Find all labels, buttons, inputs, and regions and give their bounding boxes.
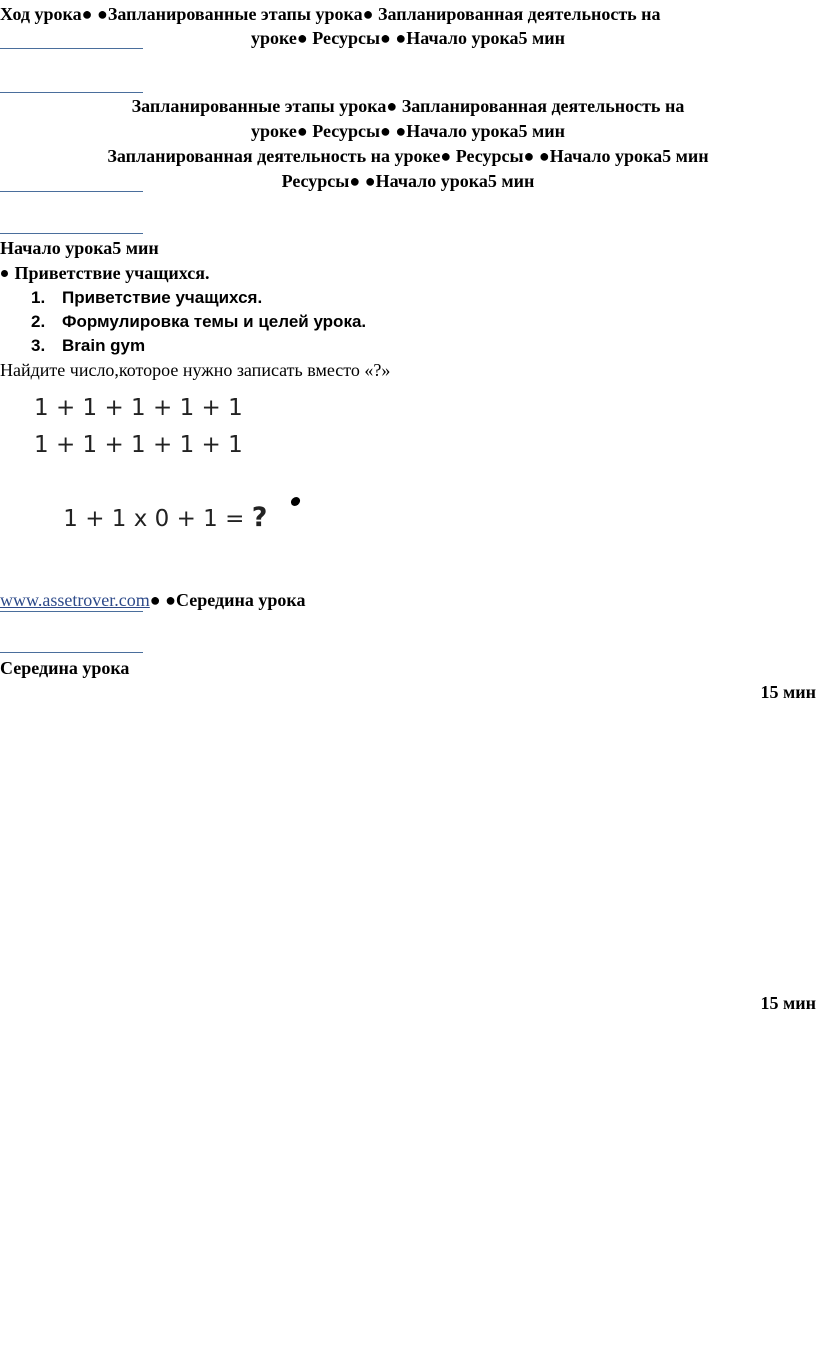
- subheader-line-1: Запланированные этапы урока● Запланированная деятельность на: [131, 96, 685, 116]
- puzzle-line-2: 1 + 1 + 1 + 1 + 1: [34, 432, 243, 458]
- duration-label-2: 15 мин: [760, 993, 816, 1013]
- puzzle-expression: 1 + 1 x 0 + 1 =: [63, 506, 252, 532]
- list-item: [0, 334, 600, 358]
- link-line-trailing-text: ● ●Середина урока: [149, 590, 306, 610]
- middle-section-title: Середина урока: [0, 658, 130, 678]
- list-item-number: 1.: [31, 288, 46, 307]
- list-item: [0, 286, 600, 310]
- separator-rule: [0, 611, 143, 612]
- separator-rule: [0, 191, 143, 192]
- start-section-title: Начало урока5 мин: [0, 238, 159, 258]
- subheader-line-2: уроке● Ресурсы● ●Начало урока5 мин: [250, 121, 566, 141]
- website-link[interactable]: www.assetrover.com: [0, 590, 150, 610]
- link-line: [0, 588, 305, 612]
- steps-list: [0, 286, 600, 358]
- question-mark: ?: [251, 502, 268, 533]
- separator-rule: [0, 48, 143, 49]
- list-item-number: 2.: [31, 312, 46, 331]
- subheader-line-4: Ресурсы● ●Начало урока5 мин: [281, 171, 535, 191]
- header-line-1: Ход урока● ●Запланированные этапы урока● Запланированная деятельность на: [0, 4, 661, 24]
- subheader-line-3: Запланированная деятельность на уроке● Ресурсы● ●Начало урока5 мин: [107, 146, 709, 166]
- separator-rule: [0, 233, 143, 234]
- task-instruction: Найдите число,которое нужно записать вместо «?»: [0, 360, 391, 380]
- puzzle-line-1: 1 + 1 + 1 + 1 + 1: [34, 395, 243, 421]
- period-mark: [290, 497, 301, 506]
- list-item: [0, 310, 600, 334]
- list-item-number: 3.: [31, 336, 46, 355]
- list-item-text: Приветствие учащихся.: [62, 288, 263, 307]
- bullet-icon: [1, 270, 8, 277]
- math-puzzle-image: [14, 384, 290, 533]
- list-item-text: Формулировка темы и целей урока.: [62, 312, 367, 331]
- puzzle-line-3: [34, 473, 267, 564]
- bullet-text: Приветствие учащихся.: [14, 263, 210, 283]
- list-item-text: Brain gym: [62, 336, 146, 355]
- separator-rule: [0, 92, 143, 93]
- start-section-bullet: [0, 261, 210, 285]
- header-line-2: уроке● Ресурсы● ●Начало урока5 мин: [250, 28, 566, 48]
- separator-rule: [0, 652, 143, 653]
- duration-label-1: 15 мин: [760, 682, 816, 702]
